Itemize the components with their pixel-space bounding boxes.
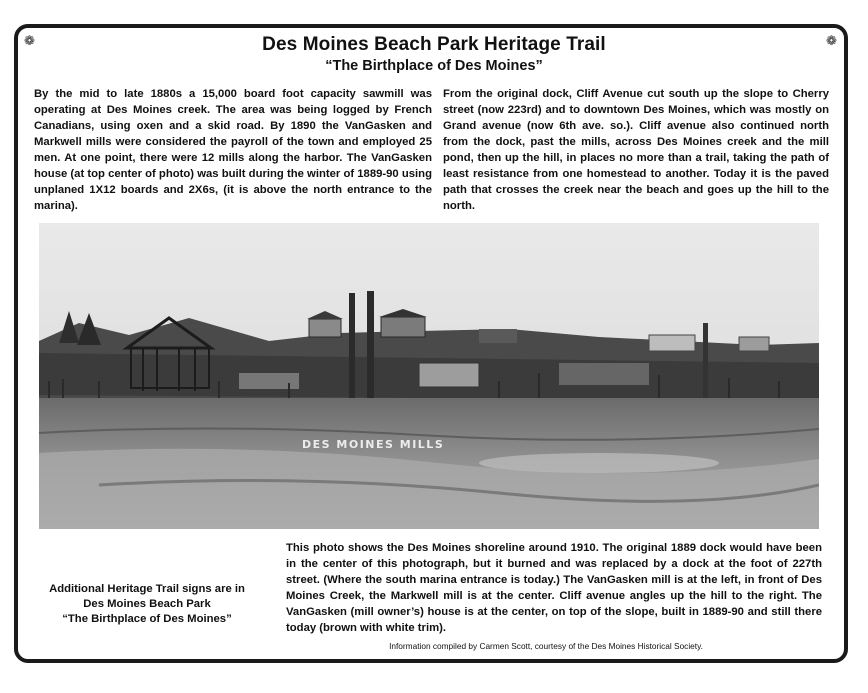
flourish-icon: ❁ <box>826 34 837 49</box>
side-note <box>32 582 262 627</box>
side-note-line: Des Moines Beach Park <box>83 598 211 610</box>
intro-right-paragraph: From the original dock, Cliff Avenue cut south up the slope to Cherry street (now 223rd) and to downtown Des Moines, which was mostly on Grand avenue (now 6th ave. so.). Cliff avenue also continued north from the dock, past the mills, across Des Moines creek and the mill pond, then up the hill, in places no more than a trail, taking the path of least resistance from one homestead to another. Today it is the paved path that crosses the creek near the beach and goes up the hill to the north. <box>443 88 829 212</box>
side-note-line: “The Birthplace of Des Moines” <box>62 613 232 625</box>
page-subtitle: “The Birthplace of Des Moines” <box>325 58 543 74</box>
flourish-icon: ❁ <box>24 34 35 49</box>
historic-photo <box>39 223 819 529</box>
photo-caption: This photo shows the Des Moines shoreline around 1910. The original 1889 dock would have been in the center of this photograph, but it burned and was replaced by a dock at the foot of 227th street. (Where the south marina entrance is today.) The VanGasken mill is at the left, in front of Des Moines Creek, the Markwell mill is at the center. Cliff avenue angles up the hill to the right. The VanGasken (mill owner’s) house is at the center, on top of the slope, built in 1889-90 and still there today (brown with white trim). <box>286 542 822 634</box>
photo-label: DES MOINES MILLS <box>302 438 445 451</box>
intro-left-paragraph: By the mid to late 1880s a 15,000 board foot capacity sawmill was operating at Des Moines creek. The area was being logged by French Canadians, using oxen and a skid road. By 1890 the VanGasken and Markwell mills were considered the payroll of the town and employed 25 men. At one point, there were 12 mills along the harbor. The VanGasken house (at top center of photo) was built during the winter of 1889-90 using unplaned 1X12 boards and 2X6s, (it is above the north entrance to the marina). <box>34 88 432 212</box>
page-title: Des Moines Beach Park Heritage Trail <box>262 34 606 55</box>
side-note-line: Additional Heritage Trail signs are in <box>49 583 245 595</box>
credit-line: Information compiled by Carmen Scott, courtesy of the Des Moines Historical Society. <box>389 641 703 651</box>
